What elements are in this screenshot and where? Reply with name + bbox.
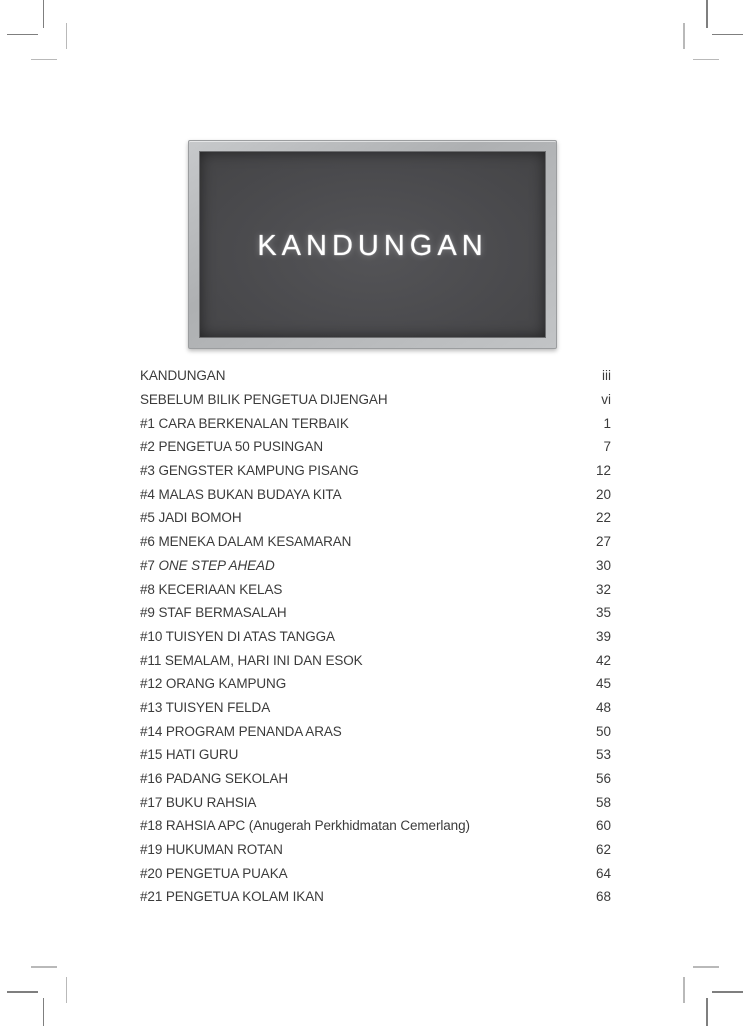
toc-row: [140, 648, 611, 672]
toc-entry-page: 35: [595, 605, 611, 621]
toc-row: [140, 814, 611, 838]
toc-entry-title: #5 JADI BOMOH: [140, 510, 242, 526]
toc-entry-title: #11 SEMALAM, HARI INI DAN ESOK: [140, 652, 363, 668]
toc-entry-page: 48: [595, 699, 611, 715]
toc-entry-page: 45: [595, 676, 611, 692]
toc-row: [140, 482, 611, 506]
toc-entry-page: 1: [603, 415, 611, 431]
toc-entry-page: iii: [602, 368, 611, 384]
crop-mark: [43, 0, 45, 28]
toc-entry-page: 64: [595, 865, 611, 881]
toc-entry-title: #9 STAF BERMASALAH: [140, 605, 287, 621]
chalkboard-surface: [199, 151, 546, 338]
crop-mark: [7, 991, 38, 993]
toc-entry-title: #4 MALAS BUKAN BUDAYA KITA: [140, 486, 342, 502]
toc-entry-title: #20 PENGETUA PUAKA: [140, 865, 288, 881]
toc-entry-page: vi: [601, 392, 611, 408]
toc-entry-page: 56: [595, 771, 611, 787]
toc-row: [140, 861, 611, 885]
crop-mark: [683, 23, 685, 49]
crop-mark: [693, 966, 719, 968]
toc-entry-title: #18 RAHSIA APC (Anugerah Perkhidmatan Cemerlang): [140, 818, 470, 834]
toc-row: [140, 435, 611, 459]
toc-entry-page: 32: [595, 581, 611, 597]
toc-entry-page: 50: [595, 723, 611, 739]
toc-entry-title: KANDUNGAN: [140, 368, 226, 384]
toc-entry-title: #8 KECERIAAN KELAS: [140, 581, 283, 597]
crop-mark: [31, 59, 57, 61]
crop-mark: [31, 966, 57, 968]
toc-entry-title: #17 BUKU RAHSIA: [140, 794, 257, 810]
toc-row: [140, 885, 611, 909]
chalkboard: [188, 140, 557, 349]
toc-row: [140, 672, 611, 696]
toc-row: [140, 790, 611, 814]
toc-entry-title: #13 TUISYEN FELDA: [140, 699, 271, 715]
toc-row: [140, 506, 611, 530]
crop-mark: [712, 991, 743, 993]
toc-row: [140, 554, 611, 578]
toc-entry-page: 53: [595, 747, 611, 763]
toc-entry-page: 30: [595, 557, 611, 573]
toc-entry-page: 60: [595, 818, 611, 834]
toc-row: [140, 530, 611, 554]
toc-entry-page: 27: [595, 534, 611, 550]
toc-row: [140, 364, 611, 388]
toc-entry-title: #12 ORANG KAMPUNG: [140, 676, 287, 692]
toc-entry-title: #15 HATI GURU: [140, 747, 239, 763]
toc-row: [140, 388, 611, 412]
toc-entry-page: 42: [595, 652, 611, 668]
toc-row: [140, 459, 611, 483]
toc-entry-title: #19 HUKUMAN ROTAN: [140, 842, 283, 858]
toc-entry-page: 39: [595, 628, 611, 644]
toc-list: [140, 364, 611, 909]
toc-row: [140, 601, 611, 625]
toc-row: [140, 577, 611, 601]
crop-mark: [66, 977, 68, 1003]
toc-row: [140, 767, 611, 791]
toc-row: [140, 411, 611, 435]
toc-entry-page: 68: [595, 889, 611, 905]
toc-row: [140, 719, 611, 743]
crop-mark: [712, 34, 743, 36]
toc-entry-title: #10 TUISYEN DI ATAS TANGGA: [140, 628, 335, 644]
toc-row: [140, 696, 611, 720]
crop-mark: [706, 998, 708, 1026]
toc-entry-page: 62: [595, 842, 611, 858]
toc-entry-title: #3 GENGSTER KAMPUNG PISANG: [140, 463, 359, 479]
crop-mark: [7, 34, 38, 36]
crop-mark: [66, 23, 68, 49]
toc-entry-title: #14 PROGRAM PENANDA ARAS: [140, 723, 342, 739]
toc-row: [140, 838, 611, 862]
toc-entry-page: 22: [595, 510, 611, 526]
crop-mark: [693, 59, 719, 61]
toc-entry-title: #6 MENEKA DALAM KESAMARAN: [140, 534, 352, 550]
toc-entry-title: #21 PENGETUA KOLAM IKAN: [140, 889, 324, 905]
toc-row: [140, 625, 611, 649]
toc-entry-page: 58: [595, 794, 611, 810]
crop-mark: [683, 977, 685, 1003]
toc-entry-title: #1 CARA BERKENALAN TERBAIK: [140, 415, 349, 431]
toc-entry-page: 12: [595, 463, 611, 479]
toc-entry-title: #7 ONE STEP AHEAD: [140, 557, 275, 573]
toc-entry-title: SEBELUM BILIK PENGETUA DIJENGAH: [140, 392, 388, 408]
toc-entry-title: #2 PENGETUA 50 PUSINGAN: [140, 439, 324, 455]
toc-entry-page: 20: [595, 486, 611, 502]
crop-mark: [43, 998, 45, 1026]
page-title: KANDUNGAN: [257, 230, 488, 262]
toc-entry-page: 7: [603, 439, 611, 455]
crop-mark: [706, 0, 708, 28]
toc-entry-title: #16 PADANG SEKOLAH: [140, 771, 289, 787]
toc-row: [140, 743, 611, 767]
